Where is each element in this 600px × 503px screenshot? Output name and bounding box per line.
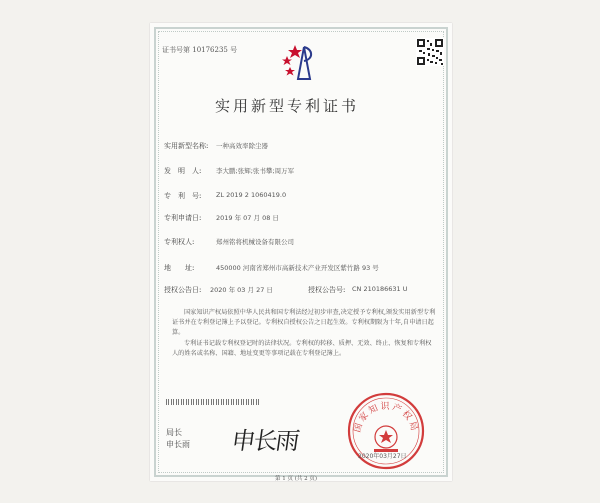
apply-date-value: 2019 年 07 月 08 日 bbox=[216, 214, 279, 222]
grant-no-label: 授权公告号: bbox=[308, 286, 346, 294]
inventor-label: 发 明 人: bbox=[164, 167, 202, 175]
grant-date-label: 授权公告日: bbox=[164, 286, 202, 294]
cert-no-label: 证书号第 bbox=[162, 46, 190, 54]
patent-certificate bbox=[150, 23, 452, 481]
certificate-number bbox=[162, 45, 237, 55]
page-number: 第 1 页 (共 2 页) bbox=[275, 476, 318, 482]
cert-no-value: 10176235 bbox=[192, 46, 228, 54]
director-name: 申长雨 bbox=[166, 440, 190, 449]
director-signature: 申长雨 bbox=[229, 427, 300, 455]
apply-date-label: 专利申请日: bbox=[164, 214, 202, 222]
seal-date: 2020年03月27日 bbox=[358, 453, 407, 460]
certificate-title: 实用新型专利证书 bbox=[215, 97, 360, 115]
name-value: 一种高效率除尘器 bbox=[216, 142, 268, 150]
patent-no-label: 专 利 号: bbox=[164, 192, 202, 200]
paragraph-grant-notice: 国家知识产权局依照中华人民共和国专利法经过初步审查,决定授予专利权,颁发实用新型专利证书并在专利登记簿上予以登记。专利权自授权公告之日起生效。专利权期限为十年,自申请日起算。 bbox=[172, 309, 436, 336]
director-title: 局长 bbox=[166, 428, 182, 437]
holder-label: 专利权人: bbox=[164, 238, 195, 246]
name-label: 实用新型名称: bbox=[164, 142, 209, 150]
barcode-strip bbox=[166, 399, 261, 405]
grant-date-value: 2020 年 03 月 27 日 bbox=[210, 286, 273, 294]
qr-code-icon bbox=[416, 38, 444, 66]
address-value: 450000 河南省郑州市高新技术产业开发区紫竹路 93 号 bbox=[216, 264, 379, 272]
cnipa-logo-icon bbox=[280, 41, 316, 83]
inventor-value: 李大鹏;张辉;张书攀;周万军 bbox=[216, 167, 295, 175]
paragraph-legal-status: 专利证书记载专利权登记时的法律状况。专利权的转移、质押、无效、终止、恢复和专利权人的姓名或名称、国籍、地址变更等事项记载在专利登记簿上。 bbox=[172, 340, 432, 357]
grant-no-value: CN 210186631 U bbox=[352, 285, 408, 293]
cert-no-suffix: 号 bbox=[230, 46, 238, 54]
address-label: 地 址: bbox=[164, 264, 195, 272]
holder-value: 郑州铭将机械设备有限公司 bbox=[216, 238, 294, 246]
svg-text:国家知识产权局 bbox=[352, 400, 420, 434]
seal-text: 国家知识产权局 bbox=[352, 402, 420, 434]
patent-no-value: ZL 2019 2 1060419.0 bbox=[216, 191, 287, 199]
